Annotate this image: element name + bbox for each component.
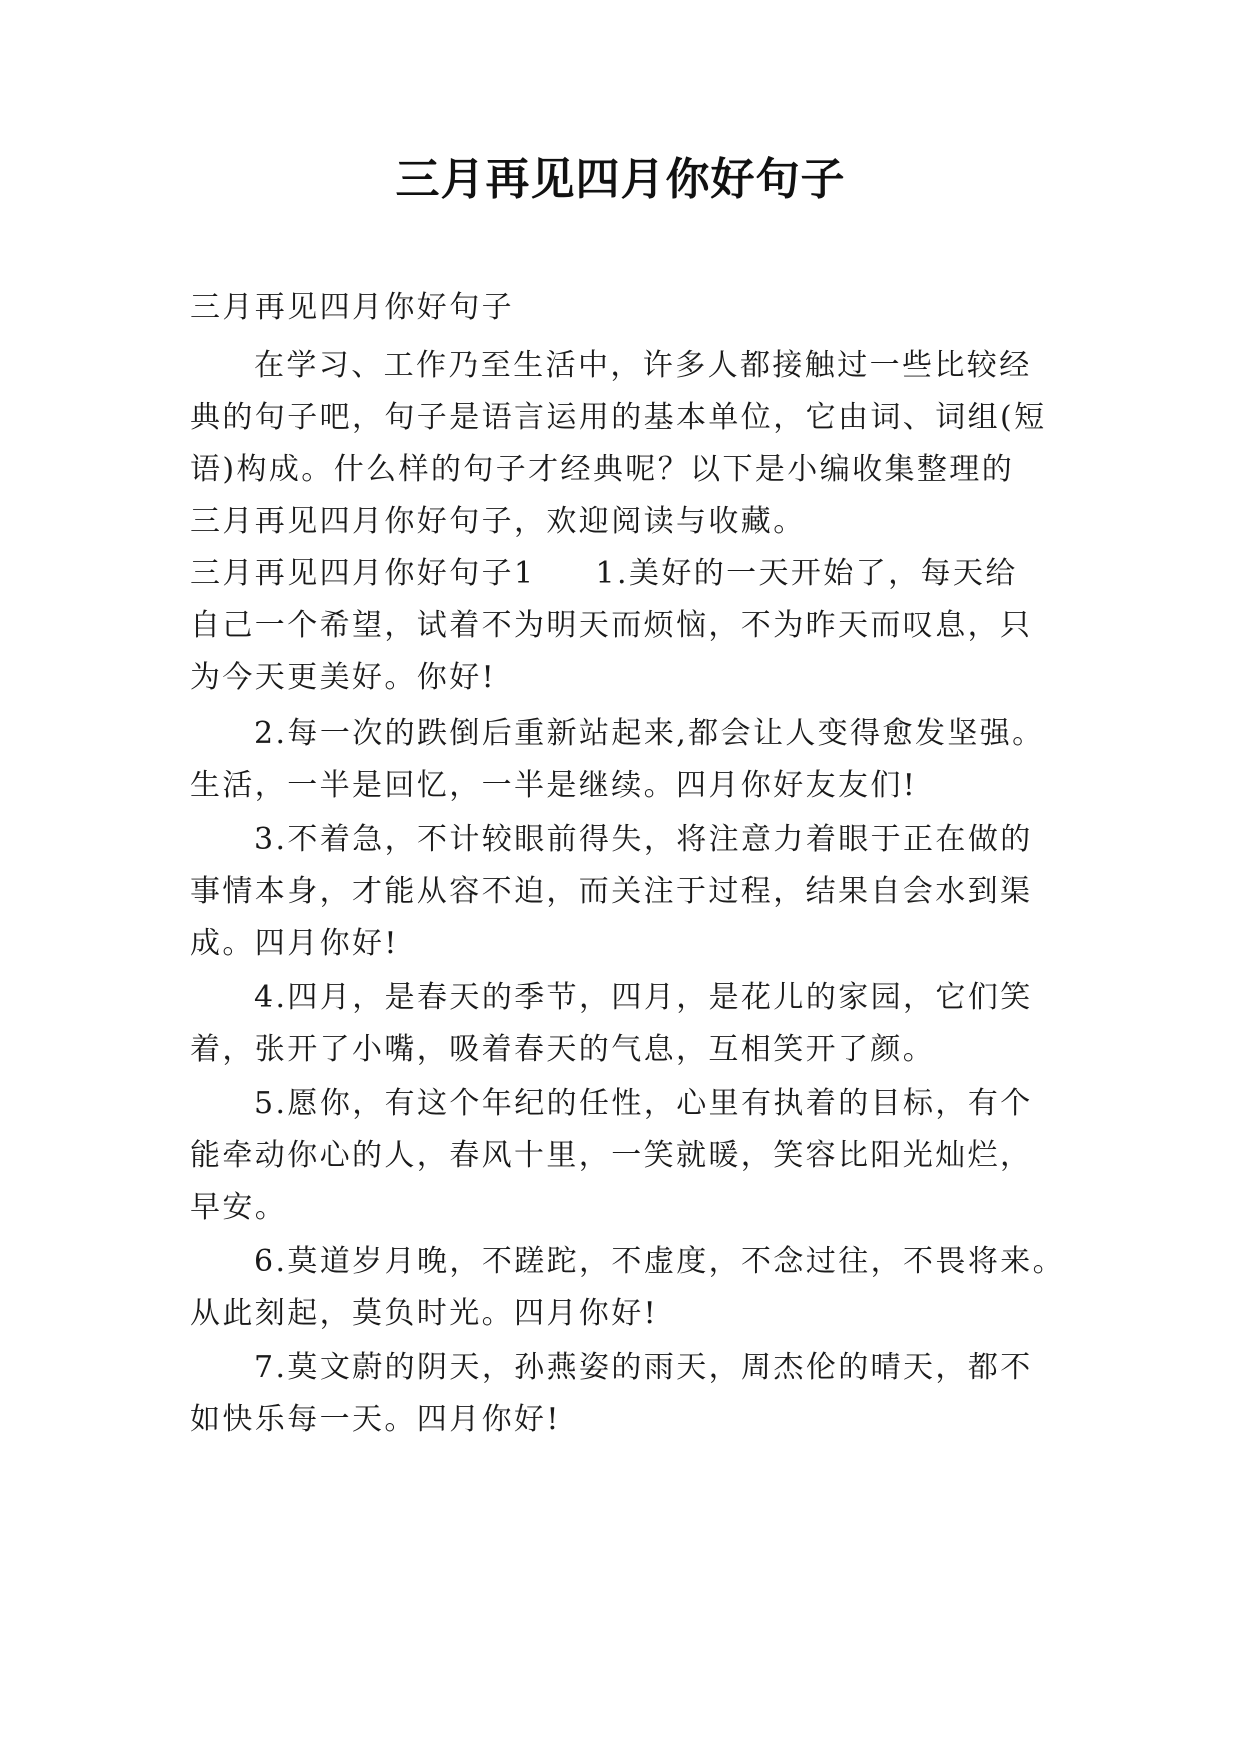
- sentence-line: 3.不着急，不计较眼前得失，将注意力着眼于正在做的: [254, 822, 1033, 857]
- sentence-line: 早安。: [190, 1190, 288, 1225]
- sentence-line: 5.愿你，有这个年纪的任性，心里有执着的目标，有个: [254, 1086, 1033, 1121]
- section-heading: 三月再见四月你好句子1: [190, 556, 536, 591]
- section-heading-line: [190, 554, 1018, 594]
- sentence-line: 事情本身，才能从容不迫，而关注于过程，结果自会水到渠: [190, 874, 1033, 909]
- intro-line: 语)构成。什么样的句子才经典呢？以下是小编收集整理的: [190, 452, 1015, 487]
- sentence-text: 1.美好的一天开始了，每天给: [595, 556, 1018, 591]
- sentence-line: 如快乐每一天。四月你好!: [190, 1402, 561, 1437]
- sentence-line: 2.每一次的跌倒后重新站起来,都会让人变得愈发坚强。: [254, 716, 1045, 751]
- document-title: 三月再见四月你好句子: [395, 154, 846, 205]
- sentence-line: 4.四月，是春天的季节，四月，是花儿的家园，它们笑: [254, 980, 1033, 1015]
- sentence-line: 能牵动你心的人，春风十里，一笑就暖，笑容比阳光灿烂，: [190, 1138, 1033, 1173]
- subtitle-line: 三月再见四月你好句子: [190, 290, 514, 325]
- intro-line: 在学习、工作乃至生活中，许多人都接触过一些比较经: [254, 348, 1032, 383]
- sentence-line: 7.莫文蔚的阴天，孙燕姿的雨天，周杰伦的晴天，都不: [254, 1350, 1033, 1385]
- sentence-line: 着，张开了小嘴，吸着春天的气息，互相笑开了颜。: [190, 1032, 936, 1067]
- sentence-line: 自己一个希望，试着不为明天而烦恼，不为昨天而叹息，只: [190, 608, 1033, 643]
- sentence-line: 6.莫道岁月晚，不蹉跎，不虚度，不念过往，不畏将来。: [254, 1244, 1066, 1279]
- intro-line: 三月再见四月你好句子，欢迎阅读与收藏。: [190, 504, 806, 539]
- sentence-line: 生活，一半是回忆，一半是继续。四月你好友友们!: [190, 768, 918, 803]
- intro-line: 典的句子吧，句子是语言运用的基本单位，它由词、词组(短: [190, 400, 1047, 435]
- sentence-line: 成。四月你好!: [190, 926, 399, 961]
- sentence-line: 从此刻起，莫负时光。四月你好!: [190, 1296, 659, 1331]
- sentence-line: 为今天更美好。你好!: [190, 660, 497, 695]
